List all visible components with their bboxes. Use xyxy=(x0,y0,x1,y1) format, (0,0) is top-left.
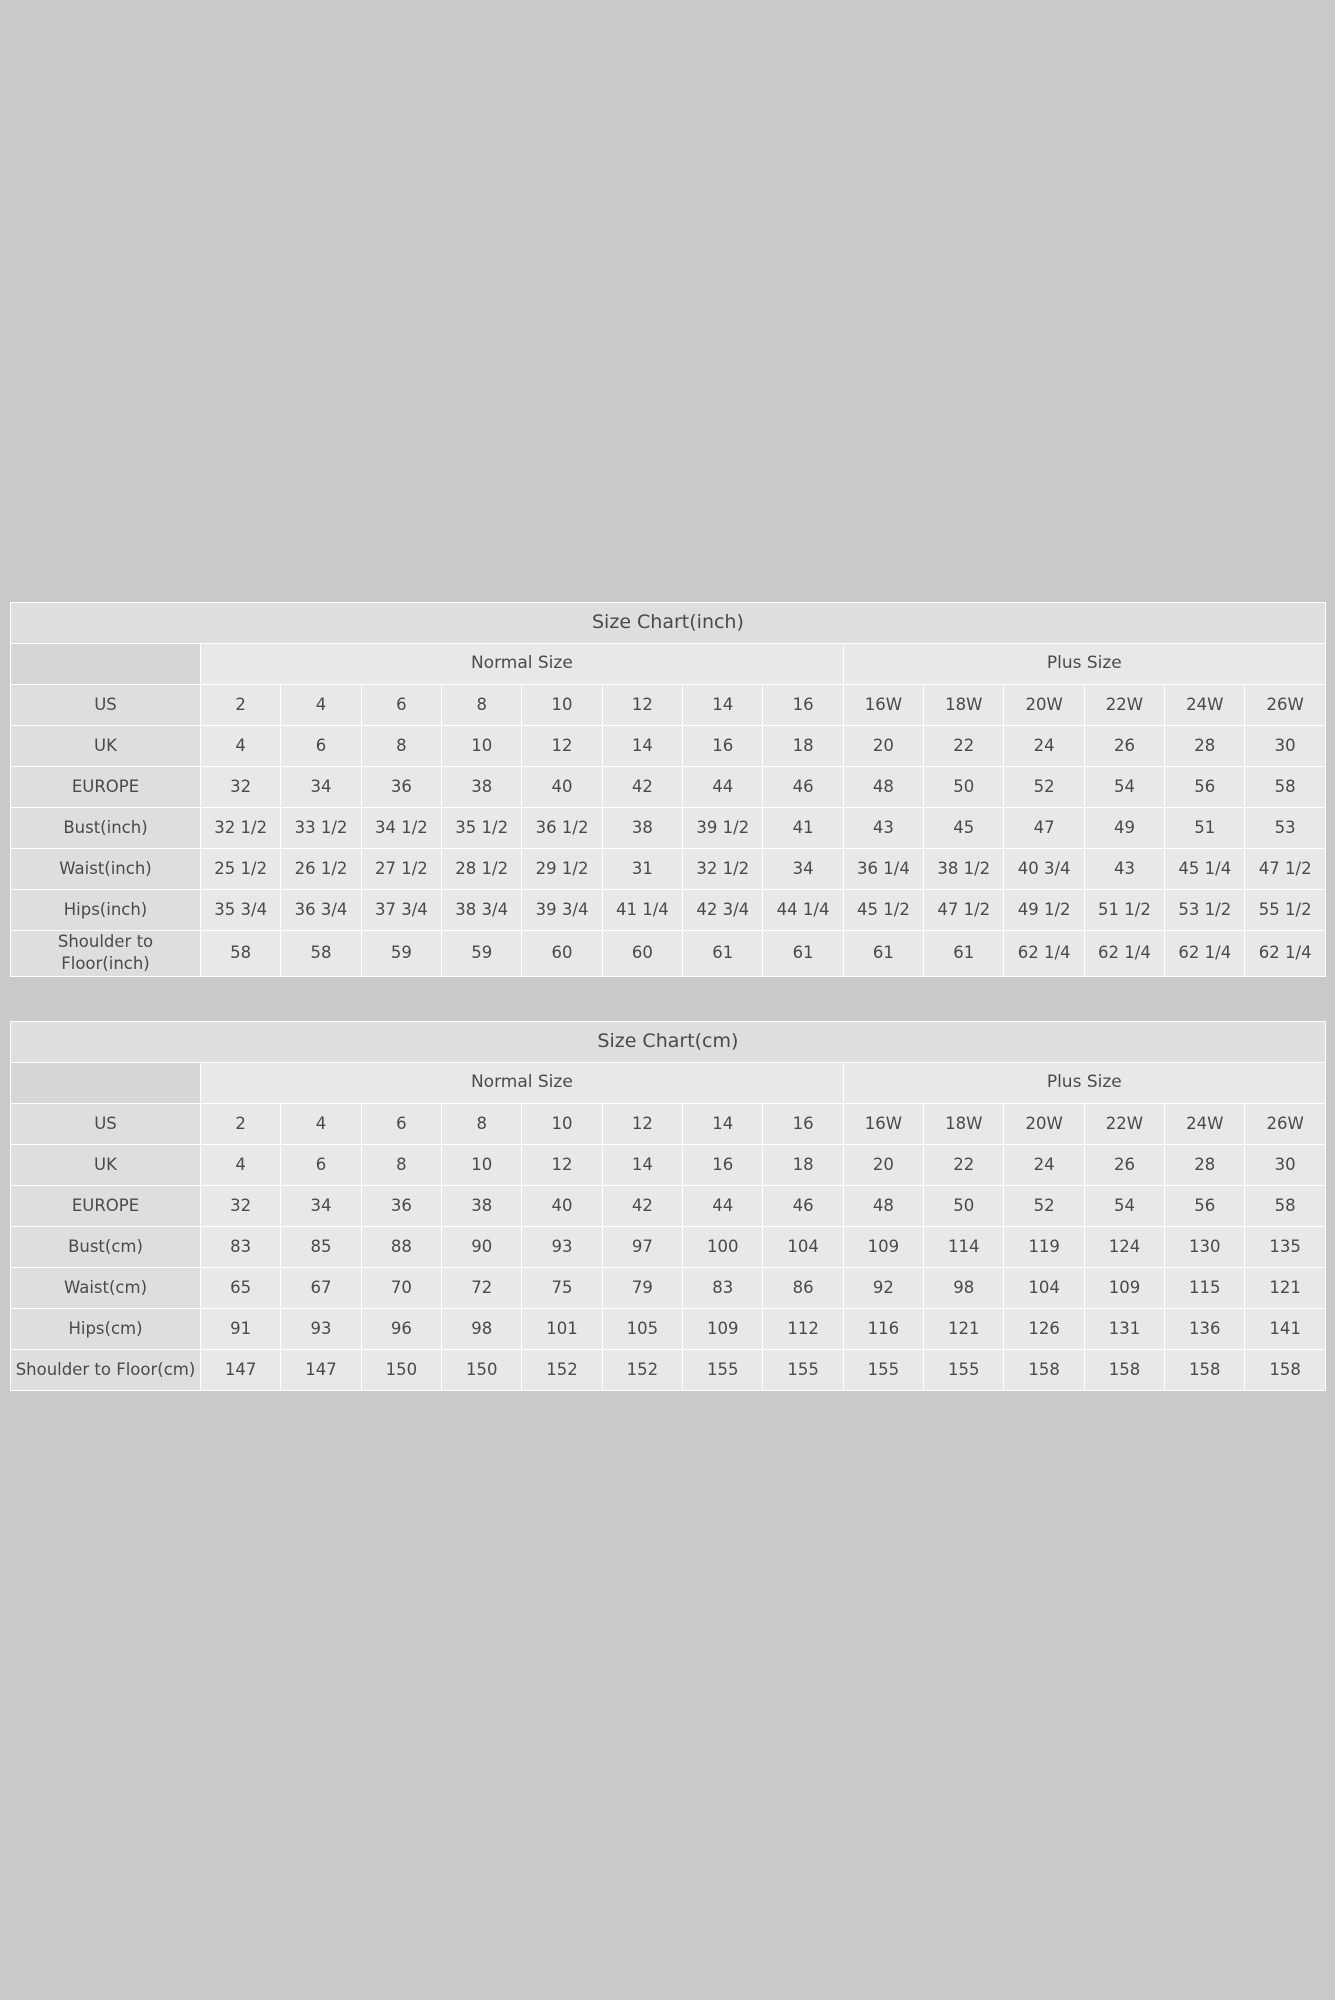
group-header-plus: Plus Size xyxy=(843,1063,1325,1104)
cell: 22W xyxy=(1084,685,1164,726)
cell: 30 xyxy=(1245,1145,1325,1186)
cell: 26W xyxy=(1245,1104,1325,1145)
cell: 12 xyxy=(522,1145,602,1186)
row-label: UK xyxy=(11,726,201,767)
cell: 6 xyxy=(361,685,441,726)
cell: 104 xyxy=(1004,1268,1084,1309)
row-label: Hips(inch) xyxy=(11,890,201,931)
cell: 38 xyxy=(602,808,682,849)
cell: 115 xyxy=(1165,1268,1245,1309)
cell: 24W xyxy=(1165,1104,1245,1145)
cell: 22W xyxy=(1084,1104,1164,1145)
cell: 44 xyxy=(683,767,763,808)
cell: 30 xyxy=(1245,726,1325,767)
cell: 86 xyxy=(763,1268,843,1309)
table-row xyxy=(11,1350,1326,1391)
cell: 24 xyxy=(1004,726,1084,767)
cell: 33 1/2 xyxy=(281,808,361,849)
cell: 54 xyxy=(1084,767,1164,808)
cell: 155 xyxy=(763,1350,843,1391)
table-title-row xyxy=(11,1022,1326,1063)
cell: 150 xyxy=(442,1350,522,1391)
cell: 28 xyxy=(1165,726,1245,767)
cell: 38 xyxy=(442,767,522,808)
cell: 18W xyxy=(924,1104,1004,1145)
cell: 22 xyxy=(924,726,1004,767)
cell: 147 xyxy=(201,1350,281,1391)
cell: 49 xyxy=(1084,808,1164,849)
cell: 28 1/2 xyxy=(442,849,522,890)
cell: 27 1/2 xyxy=(361,849,441,890)
cell: 8 xyxy=(442,685,522,726)
cell: 65 xyxy=(201,1268,281,1309)
table-row xyxy=(11,1104,1326,1145)
cell: 83 xyxy=(683,1268,763,1309)
cell: 42 3/4 xyxy=(683,890,763,931)
cell: 91 xyxy=(201,1309,281,1350)
cell: 51 xyxy=(1165,808,1245,849)
cell: 61 xyxy=(924,931,1004,977)
group-header-normal: Normal Size xyxy=(201,1063,844,1104)
cell: 14 xyxy=(602,1145,682,1186)
row-label: Bust(cm) xyxy=(11,1227,201,1268)
corner-cell xyxy=(11,1063,201,1104)
cell: 18 xyxy=(763,726,843,767)
cell: 31 xyxy=(602,849,682,890)
cell: 79 xyxy=(602,1268,682,1309)
cell: 62 1/4 xyxy=(1084,931,1164,977)
cell: 147 xyxy=(281,1350,361,1391)
cell: 36 3/4 xyxy=(281,890,361,931)
cell: 155 xyxy=(924,1350,1004,1391)
cell: 41 1/4 xyxy=(602,890,682,931)
cell: 97 xyxy=(602,1227,682,1268)
cell: 24W xyxy=(1165,685,1245,726)
cell: 49 1/2 xyxy=(1004,890,1084,931)
cell: 20 xyxy=(843,1145,923,1186)
cell: 58 xyxy=(281,931,361,977)
cell: 4 xyxy=(281,685,361,726)
cell: 2 xyxy=(201,685,281,726)
cell: 32 1/2 xyxy=(683,849,763,890)
group-header-plus: Plus Size xyxy=(843,644,1325,685)
cell: 55 1/2 xyxy=(1245,890,1325,931)
cell: 58 xyxy=(201,931,281,977)
cell: 41 xyxy=(763,808,843,849)
cell: 14 xyxy=(683,1104,763,1145)
cell: 59 xyxy=(361,931,441,977)
cell: 12 xyxy=(522,726,602,767)
cell: 45 1/2 xyxy=(843,890,923,931)
size-chart-cm xyxy=(10,1021,1325,1391)
table-row xyxy=(11,1227,1326,1268)
table-row xyxy=(11,726,1326,767)
cell: 16W xyxy=(843,685,923,726)
chart-title: Size Chart(cm) xyxy=(11,1022,1326,1063)
row-label: US xyxy=(11,1104,201,1145)
cell: 6 xyxy=(281,726,361,767)
row-label: Hips(cm) xyxy=(11,1309,201,1350)
cell: 98 xyxy=(442,1309,522,1350)
cell: 67 xyxy=(281,1268,361,1309)
table-row xyxy=(11,767,1326,808)
row-label: Shoulder to Floor(cm) xyxy=(11,1350,201,1391)
cell: 6 xyxy=(361,1104,441,1145)
cell: 43 xyxy=(843,808,923,849)
cell: 8 xyxy=(442,1104,522,1145)
cell: 10 xyxy=(522,685,602,726)
table-row xyxy=(11,1268,1326,1309)
cell: 75 xyxy=(522,1268,602,1309)
cell: 155 xyxy=(843,1350,923,1391)
cell: 20W xyxy=(1004,685,1084,726)
cell: 35 3/4 xyxy=(201,890,281,931)
cell: 52 xyxy=(1004,1186,1084,1227)
cell: 12 xyxy=(602,1104,682,1145)
cell: 2 xyxy=(201,1104,281,1145)
cell: 40 xyxy=(522,767,602,808)
cell: 121 xyxy=(1245,1268,1325,1309)
cell: 4 xyxy=(281,1104,361,1145)
cell: 109 xyxy=(683,1309,763,1350)
cell: 37 3/4 xyxy=(361,890,441,931)
cell: 36 xyxy=(361,1186,441,1227)
cell: 61 xyxy=(763,931,843,977)
cell: 4 xyxy=(201,1145,281,1186)
cell: 59 xyxy=(442,931,522,977)
cell: 53 xyxy=(1245,808,1325,849)
cell: 45 1/4 xyxy=(1165,849,1245,890)
cell: 112 xyxy=(763,1309,843,1350)
cell: 152 xyxy=(522,1350,602,1391)
cell: 141 xyxy=(1245,1309,1325,1350)
cell: 60 xyxy=(522,931,602,977)
cell: 150 xyxy=(361,1350,441,1391)
cell: 61 xyxy=(843,931,923,977)
cell: 8 xyxy=(361,726,441,767)
cell: 29 1/2 xyxy=(522,849,602,890)
cell: 46 xyxy=(763,1186,843,1227)
cell: 46 xyxy=(763,767,843,808)
size-chart-inch xyxy=(10,602,1325,977)
cell: 32 xyxy=(201,767,281,808)
cell: 18W xyxy=(924,685,1004,726)
cell: 130 xyxy=(1165,1227,1245,1268)
row-label: Waist(cm) xyxy=(11,1268,201,1309)
row-label: EUROPE xyxy=(11,1186,201,1227)
cell: 119 xyxy=(1004,1227,1084,1268)
cell: 36 1/4 xyxy=(843,849,923,890)
cell: 90 xyxy=(442,1227,522,1268)
cell: 98 xyxy=(924,1268,1004,1309)
cell: 47 1/2 xyxy=(1245,849,1325,890)
cell: 152 xyxy=(602,1350,682,1391)
cell: 45 xyxy=(924,808,1004,849)
cell: 16 xyxy=(683,1145,763,1186)
cell: 158 xyxy=(1004,1350,1084,1391)
cell: 34 xyxy=(281,1186,361,1227)
cell: 62 1/4 xyxy=(1245,931,1325,977)
table-row xyxy=(11,685,1326,726)
cell: 32 xyxy=(201,1186,281,1227)
cell: 32 1/2 xyxy=(201,808,281,849)
cell: 121 xyxy=(924,1309,1004,1350)
cell: 10 xyxy=(442,1145,522,1186)
cell: 50 xyxy=(924,1186,1004,1227)
cell: 26 xyxy=(1084,726,1164,767)
cell: 93 xyxy=(281,1309,361,1350)
cell: 35 1/2 xyxy=(442,808,522,849)
cell: 20 xyxy=(843,726,923,767)
cell: 56 xyxy=(1165,767,1245,808)
cell: 10 xyxy=(442,726,522,767)
cell: 24 xyxy=(1004,1145,1084,1186)
cell: 10 xyxy=(522,1104,602,1145)
table-row xyxy=(11,890,1326,931)
cell: 16W xyxy=(843,1104,923,1145)
cell: 16 xyxy=(763,685,843,726)
corner-cell xyxy=(11,644,201,685)
cell: 50 xyxy=(924,767,1004,808)
cell: 85 xyxy=(281,1227,361,1268)
cell: 62 1/4 xyxy=(1004,931,1084,977)
cell: 70 xyxy=(361,1268,441,1309)
cell: 22 xyxy=(924,1145,1004,1186)
cell: 44 xyxy=(683,1186,763,1227)
row-label: Waist(inch) xyxy=(11,849,201,890)
cell: 14 xyxy=(602,726,682,767)
row-label: EUROPE xyxy=(11,767,201,808)
cell: 52 xyxy=(1004,767,1084,808)
cell: 61 xyxy=(683,931,763,977)
cell: 53 1/2 xyxy=(1165,890,1245,931)
cell: 34 1/2 xyxy=(361,808,441,849)
cell: 48 xyxy=(843,767,923,808)
cell: 26 xyxy=(1084,1145,1164,1186)
row-label: UK xyxy=(11,1145,201,1186)
cell: 42 xyxy=(602,767,682,808)
table-group-row xyxy=(11,1063,1326,1104)
cell: 93 xyxy=(522,1227,602,1268)
cell: 58 xyxy=(1245,1186,1325,1227)
cell: 88 xyxy=(361,1227,441,1268)
cell: 105 xyxy=(602,1309,682,1350)
cell: 47 1/2 xyxy=(924,890,1004,931)
cell: 72 xyxy=(442,1268,522,1309)
table-title-row xyxy=(11,603,1326,644)
cell: 28 xyxy=(1165,1145,1245,1186)
cell: 58 xyxy=(1245,767,1325,808)
table-row xyxy=(11,931,1326,977)
cell: 47 xyxy=(1004,808,1084,849)
cell: 101 xyxy=(522,1309,602,1350)
size-table-cm xyxy=(10,1021,1326,1391)
cell: 34 xyxy=(763,849,843,890)
table-row xyxy=(11,1309,1326,1350)
cell: 20W xyxy=(1004,1104,1084,1145)
cell: 131 xyxy=(1084,1309,1164,1350)
cell: 56 xyxy=(1165,1186,1245,1227)
cell: 26W xyxy=(1245,685,1325,726)
cell: 114 xyxy=(924,1227,1004,1268)
cell: 155 xyxy=(683,1350,763,1391)
row-label: Shoulder to Floor(inch) xyxy=(11,931,201,977)
cell: 109 xyxy=(1084,1268,1164,1309)
cell: 25 1/2 xyxy=(201,849,281,890)
cell: 8 xyxy=(361,1145,441,1186)
row-label: US xyxy=(11,685,201,726)
cell: 135 xyxy=(1245,1227,1325,1268)
cell: 62 1/4 xyxy=(1165,931,1245,977)
cell: 34 xyxy=(281,767,361,808)
table-row xyxy=(11,1186,1326,1227)
chart-title: Size Chart(inch) xyxy=(11,603,1326,644)
table-row xyxy=(11,849,1326,890)
cell: 16 xyxy=(763,1104,843,1145)
cell: 126 xyxy=(1004,1309,1084,1350)
row-label: Bust(inch) xyxy=(11,808,201,849)
cell: 4 xyxy=(201,726,281,767)
group-header-normal: Normal Size xyxy=(201,644,844,685)
cell: 38 xyxy=(442,1186,522,1227)
size-table-inch xyxy=(10,602,1326,977)
cell: 96 xyxy=(361,1309,441,1350)
cell: 43 xyxy=(1084,849,1164,890)
cell: 109 xyxy=(843,1227,923,1268)
cell: 158 xyxy=(1245,1350,1325,1391)
table-row xyxy=(11,808,1326,849)
cell: 51 1/2 xyxy=(1084,890,1164,931)
cell: 104 xyxy=(763,1227,843,1268)
cell: 42 xyxy=(602,1186,682,1227)
cell: 40 xyxy=(522,1186,602,1227)
table-group-row xyxy=(11,644,1326,685)
cell: 100 xyxy=(683,1227,763,1268)
cell: 16 xyxy=(683,726,763,767)
cell: 48 xyxy=(843,1186,923,1227)
cell: 38 1/2 xyxy=(924,849,1004,890)
cell: 83 xyxy=(201,1227,281,1268)
cell: 36 xyxy=(361,767,441,808)
cell: 6 xyxy=(281,1145,361,1186)
cell: 136 xyxy=(1165,1309,1245,1350)
cell: 36 1/2 xyxy=(522,808,602,849)
cell: 18 xyxy=(763,1145,843,1186)
cell: 40 3/4 xyxy=(1004,849,1084,890)
cell: 12 xyxy=(602,685,682,726)
table-row xyxy=(11,1145,1326,1186)
cell: 44 1/4 xyxy=(763,890,843,931)
cell: 60 xyxy=(602,931,682,977)
cell: 116 xyxy=(843,1309,923,1350)
cell: 92 xyxy=(843,1268,923,1309)
cell: 38 3/4 xyxy=(442,890,522,931)
cell: 158 xyxy=(1165,1350,1245,1391)
cell: 39 3/4 xyxy=(522,890,602,931)
cell: 39 1/2 xyxy=(683,808,763,849)
cell: 54 xyxy=(1084,1186,1164,1227)
cell: 158 xyxy=(1084,1350,1164,1391)
cell: 124 xyxy=(1084,1227,1164,1268)
cell: 14 xyxy=(683,685,763,726)
cell: 26 1/2 xyxy=(281,849,361,890)
